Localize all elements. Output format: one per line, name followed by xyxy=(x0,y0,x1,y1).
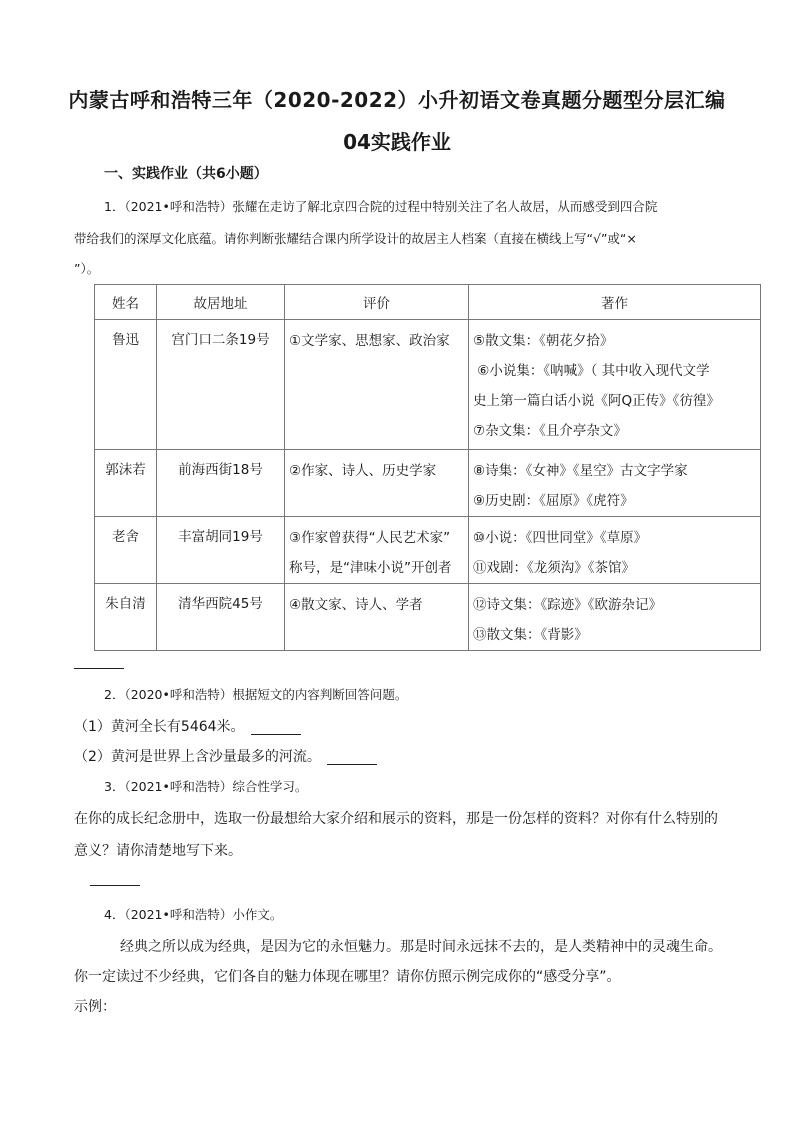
q3-line1: 在你的成长纪念册中，选取一份最想给大家介绍和展示的资料，那是一份怎样的资料？对你有什么特别的 xyxy=(74,811,718,827)
works-line: ⑩小说：《四世同堂》《草原》 xyxy=(473,530,648,546)
section-heading: 一、实践作业（共6小题） xyxy=(104,166,268,182)
q2-item1-answer-blank[interactable] xyxy=(251,720,301,735)
document-title: 内蒙古呼和浩特三年（2020-2022）小升初语文卷真题分题型分层汇编 xyxy=(68,88,726,112)
row-works xyxy=(469,584,761,651)
q3-stem: 3．（2021•呼和浩特）综合性学习。 xyxy=(104,779,308,794)
works-line: ⑥小说集：《呐喊》（ 其中收入现代文学 xyxy=(473,363,710,379)
q4-stem: 4．（2021•呼和浩特）小作文。 xyxy=(104,907,283,922)
q3-answer-blank[interactable] xyxy=(90,885,140,886)
q2-item1 xyxy=(74,714,301,740)
q1-stem-line2: 带给我们的深厚文化底蕴。请你判断张耀结合课内所学设计的故居主人档案（直接在横线上写“√”或“× xyxy=(74,231,637,246)
works-line: ⑦杂文集：《且介亭杂文》 xyxy=(473,423,627,439)
document-subtitle: 04实践作业 xyxy=(343,130,451,154)
table-row xyxy=(95,320,761,450)
evaluation-line: ③作家曾获得“人民艺术家” xyxy=(289,530,451,546)
table-row xyxy=(95,584,761,651)
row-address: 前海西街18号 xyxy=(157,450,285,517)
q1-stem-line1: 1．（2021•呼和浩特）张耀在走访了解北京四合院的过程中特别关注了名人故居，从而感受到四合院 xyxy=(104,199,658,214)
evaluation-line: ④散文家、诗人、学者 xyxy=(289,597,423,613)
evaluation-line: ②作家、诗人、历史学家 xyxy=(289,463,437,479)
q3-line2: 意义？请你清楚地写下来。 xyxy=(74,843,242,859)
table-row xyxy=(95,517,761,584)
header-evaluation: 评价 xyxy=(285,285,469,320)
row-evaluation xyxy=(285,584,469,651)
q2-item1-text: （1）黄河全长有5464米。 xyxy=(74,719,245,735)
q4-line3: 示例： xyxy=(74,999,116,1015)
table-header-row xyxy=(95,285,761,320)
row-name: 郭沫若 xyxy=(95,450,157,517)
q1-answer-blank[interactable] xyxy=(74,668,124,669)
row-name: 朱自清 xyxy=(95,584,157,651)
works-line: ⑤散文集：《朝花夕拾》 xyxy=(473,333,614,349)
row-name: 老舍 xyxy=(95,517,157,584)
row-address: 清华西院45号 xyxy=(157,584,285,651)
former-residence-table xyxy=(94,284,761,651)
row-evaluation xyxy=(285,517,469,584)
q2-item2-answer-blank[interactable] xyxy=(327,750,377,765)
q2-item2-text: （2）黄河是世界上含沙量最多的河流。 xyxy=(74,749,321,765)
row-works xyxy=(469,320,761,450)
works-line: ⑪戏剧：《龙须沟》《茶馆》 xyxy=(473,560,635,576)
works-line: ⑬散文集：《背影》 xyxy=(473,627,588,643)
q4-line2: 你一定读过不少经典，它们各自的魅力体现在哪里？请你仿照示例完成你的“感受分享”。 xyxy=(74,969,621,985)
row-works xyxy=(469,450,761,517)
q2-stem: 2．（2020•呼和浩特）根据短文的内容判断回答问题。 xyxy=(104,687,408,702)
row-address: 宫门口二条19号 xyxy=(157,320,285,450)
header-name: 姓名 xyxy=(95,285,157,320)
header-works: 著作 xyxy=(469,285,761,320)
row-address: 丰富胡同19号 xyxy=(157,517,285,584)
works-line: 史上第一篇白话小说《阿Q正传》《彷徨》 xyxy=(473,393,720,409)
q2-item2 xyxy=(74,744,377,770)
works-line: ⑨历史剧：《屈原》《虎符》 xyxy=(473,493,634,509)
q4-line1: 经典之所以成为经典，是因为它的永恒魅力。那是时间永远抹不去的，是人类精神中的灵魂生命。 xyxy=(120,939,722,955)
header-address: 故居地址 xyxy=(157,285,285,320)
evaluation-line: ①文学家、思想家、政治家 xyxy=(289,333,450,349)
works-line: ⑫诗文集：《踪迹》《欧游杂记》 xyxy=(473,597,662,613)
q1-stem-line3: ”）。 xyxy=(74,261,100,276)
works-line: ⑧诗集：《女神》《星空》古文字学家 xyxy=(473,463,688,479)
row-name: 鲁迅 xyxy=(95,320,157,450)
row-evaluation xyxy=(285,320,469,450)
evaluation-line: 称号，是“津味小说”开创者 xyxy=(289,560,452,576)
row-works xyxy=(469,517,761,584)
table-row xyxy=(95,450,761,517)
row-evaluation xyxy=(285,450,469,517)
